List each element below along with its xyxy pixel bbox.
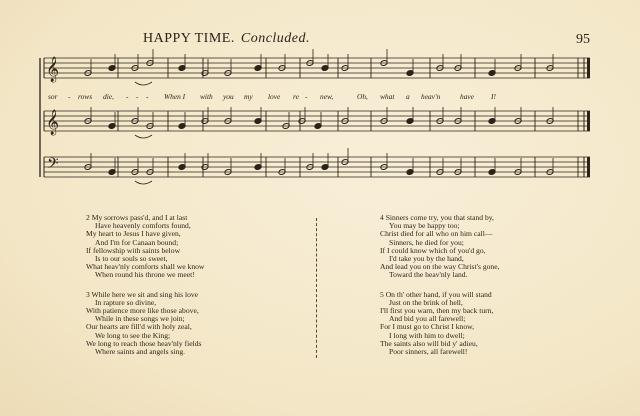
- verse-line: If fellowship with saints below: [86, 245, 181, 255]
- page-number: 95: [576, 32, 590, 47]
- final-bar-thick: [587, 111, 590, 131]
- verse-line: And lead you on the way Christ's gone,: [380, 262, 500, 272]
- stanza: [380, 214, 499, 280]
- verses-right: [380, 214, 499, 367]
- lyric-syllable: love: [268, 92, 281, 101]
- verse-line: Just on the brink of hell,: [389, 297, 463, 307]
- lyric-syllable: you: [223, 92, 234, 101]
- lyric-syllable: have: [460, 92, 474, 101]
- verse-line: The saints also will bid y' adieu,: [380, 338, 478, 348]
- lyric-syllable: sor: [48, 92, 58, 101]
- verse-line: We long to reach those heav'nly fields: [86, 338, 202, 348]
- stanza: [380, 291, 499, 357]
- lyric-syllable: -: [146, 92, 149, 101]
- hymn-title: HAPPY TIME.: [143, 31, 235, 46]
- lyric-syllable: -: [305, 92, 308, 101]
- verse-line: You may be happy too;: [389, 221, 460, 231]
- final-bar-thick: [587, 157, 590, 177]
- verse-line: When round his throne we meet!: [95, 270, 195, 280]
- verse-line: And bid you all farewell;: [389, 314, 466, 324]
- bass-clef-icon: 𝄢: [47, 155, 59, 176]
- lyric-syllable: what: [380, 92, 395, 101]
- verse-line: For I must go to Christ I know,: [380, 322, 475, 332]
- verse-line: I'd take you by the hand,: [389, 254, 464, 264]
- lyric-syllable: die,: [103, 92, 114, 101]
- verse-line: Where saints and angels sing.: [95, 347, 186, 357]
- verse-line: Have heavenly comforts found,: [95, 221, 191, 231]
- verse-line: Is to our souls so sweet,: [95, 254, 168, 264]
- lyric-syllable: heav'n: [421, 92, 441, 101]
- stanza: [86, 291, 204, 357]
- treble-clef-icon: 𝄞: [46, 110, 60, 135]
- verse-line: Christ died for all who on him call—: [380, 229, 493, 239]
- verse-line: If I could know which of you'd go,: [380, 245, 486, 255]
- lyric-syllable: -: [126, 92, 129, 101]
- lyric-syllable: -: [68, 92, 71, 101]
- verse-line: My heart to Jesus I have given,: [86, 229, 181, 239]
- lyric-syllable: re: [293, 92, 299, 101]
- verse-line: And I'm for Canaan bound;: [95, 237, 179, 247]
- verse-line: We long to see the King;: [95, 330, 171, 340]
- verse-line: I'll first you warn, then my back turn,: [380, 306, 494, 316]
- verse-line: 3 While here we sit and sing his love: [86, 289, 199, 299]
- verse-line: Poor sinners, all farewell!: [389, 347, 468, 357]
- verse-line: 5 On th' other hand, if you will stand: [380, 289, 492, 299]
- verse-line: 2 My sorrows pass'd, and I at last: [86, 213, 188, 222]
- lyric-syllable: rows: [78, 92, 93, 101]
- lyric-syllable: -: [136, 92, 139, 101]
- column-divider: [316, 218, 317, 358]
- verse-line: Our hearts are fill'd with holy zeal,: [86, 322, 192, 332]
- treble-clef-icon: 𝄞: [46, 57, 60, 82]
- lyric-syllable: my: [244, 92, 253, 101]
- final-bar-thick: [587, 58, 590, 78]
- slur: [135, 82, 152, 85]
- verse-line: 4 Sinners come try, you that stand by,: [380, 213, 494, 222]
- lyric-syllable: Oh,: [357, 92, 368, 101]
- verse-line: While in these songs we join;: [95, 314, 185, 324]
- lyric-syllable: a: [406, 92, 410, 101]
- verse-line: What heav'nly comforts shall we know: [86, 262, 205, 272]
- stanza: [86, 214, 204, 280]
- verse-line: In rapture so divine,: [95, 297, 157, 307]
- lyric-syllable: When I: [164, 92, 186, 101]
- verse-line: I long with him to dwell;: [389, 330, 465, 340]
- hymn-subtitle: Concluded.: [240, 31, 311, 46]
- verse-line: Toward the heav'nly land.: [389, 270, 468, 280]
- lyric-syllable: I!: [491, 92, 496, 101]
- verse-line: With patience more like those above,: [86, 306, 199, 316]
- slur: [135, 181, 152, 184]
- slur: [135, 135, 152, 138]
- verses-left: [86, 214, 204, 367]
- verse-line: Sinners, he died for you;: [389, 237, 464, 247]
- lyric-syllable: with: [200, 92, 213, 101]
- lyric-syllable: new,: [320, 92, 334, 101]
